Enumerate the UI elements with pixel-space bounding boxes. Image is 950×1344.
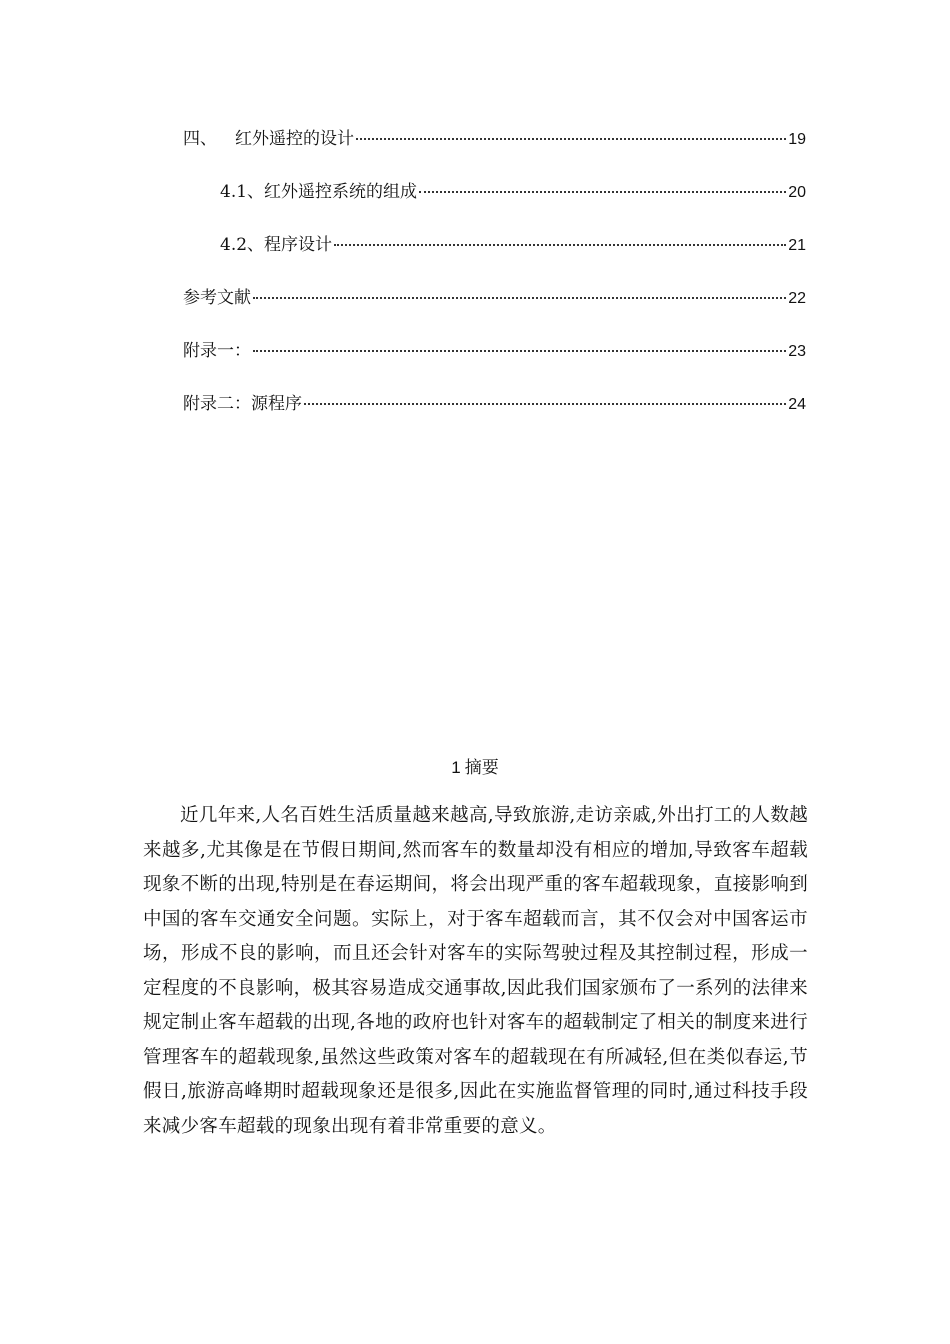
- section-heading: [0, 753, 950, 778]
- toc-entry-number: 四、: [183, 129, 217, 149]
- toc-entry-title: 4.1、红外遥控系统的组成: [220, 182, 418, 202]
- toc-dot-leader: [253, 350, 786, 352]
- toc-page-number: 19: [788, 131, 806, 148]
- toc-entry-4-2[interactable]: [183, 230, 806, 283]
- abstract-paragraph: 近几年来,人名百姓生活质量越来越高,导致旅游,走访亲戚,外出打工的人数越来越多,尤其像是在节假日期间,然而客车的数量却没有相应的增加,导致客车超载现象不断的出现,特别是在春运期间，将会出现严重的客车超载现象，直接影响到中国的客车交通安全问题。实际上，对于客车超载而言，其不仅会对中国客运市场，形成不良的影响，而且还会针对客车的实际驾驶过程及其控制过程，形成一定程度的不良影响，极其容易造成交通事故,因此我们国家颁布了一系列的法律来规定制止客车超载的出现,各地的政府也针对客车的超载制定了相关的制度来进行管理客车的超载现象,虽然这些政策对客车的超载现在有所减轻,但在类似春运,节假日,旅游高峰期时超载现象还是很多,因此在实施监督管理的同时,通过科技手段来减少客车超载的现象出现有着非常重要的意义。: [143, 805, 808, 1137]
- toc-page-number: 24: [788, 396, 806, 413]
- toc-entry-title: 附录二：源程序: [183, 394, 302, 414]
- toc-dot-leader: [334, 244, 786, 246]
- toc-entry-references[interactable]: [183, 283, 806, 336]
- table-of-contents: [183, 124, 806, 442]
- toc-page-number: 21: [788, 237, 806, 254]
- toc-entry-appendix-2[interactable]: [183, 389, 806, 442]
- toc-entry-appendix-1[interactable]: [183, 336, 806, 389]
- toc-entry-label: [183, 124, 354, 149]
- toc-dot-leader: [419, 191, 786, 193]
- toc-page-number: 20: [788, 184, 806, 201]
- toc-entry-title: 参考文献: [183, 288, 251, 308]
- toc-entry-chapter-4[interactable]: [183, 124, 806, 177]
- toc-page-number: 23: [788, 343, 806, 360]
- toc-dot-leader: [304, 403, 786, 405]
- toc-page-number: 22: [788, 290, 806, 307]
- toc-dot-leader: [253, 297, 786, 299]
- toc-entry-title: 附录一：: [183, 341, 251, 361]
- section-number: 1: [451, 758, 461, 777]
- toc-dot-leader: [356, 138, 786, 140]
- section-title: 摘要: [464, 758, 499, 778]
- toc-entry-4-1[interactable]: [183, 177, 806, 230]
- toc-entry-title: 红外遥控的设计: [235, 129, 354, 149]
- toc-entry-title: 4.2、程序设计: [220, 235, 333, 255]
